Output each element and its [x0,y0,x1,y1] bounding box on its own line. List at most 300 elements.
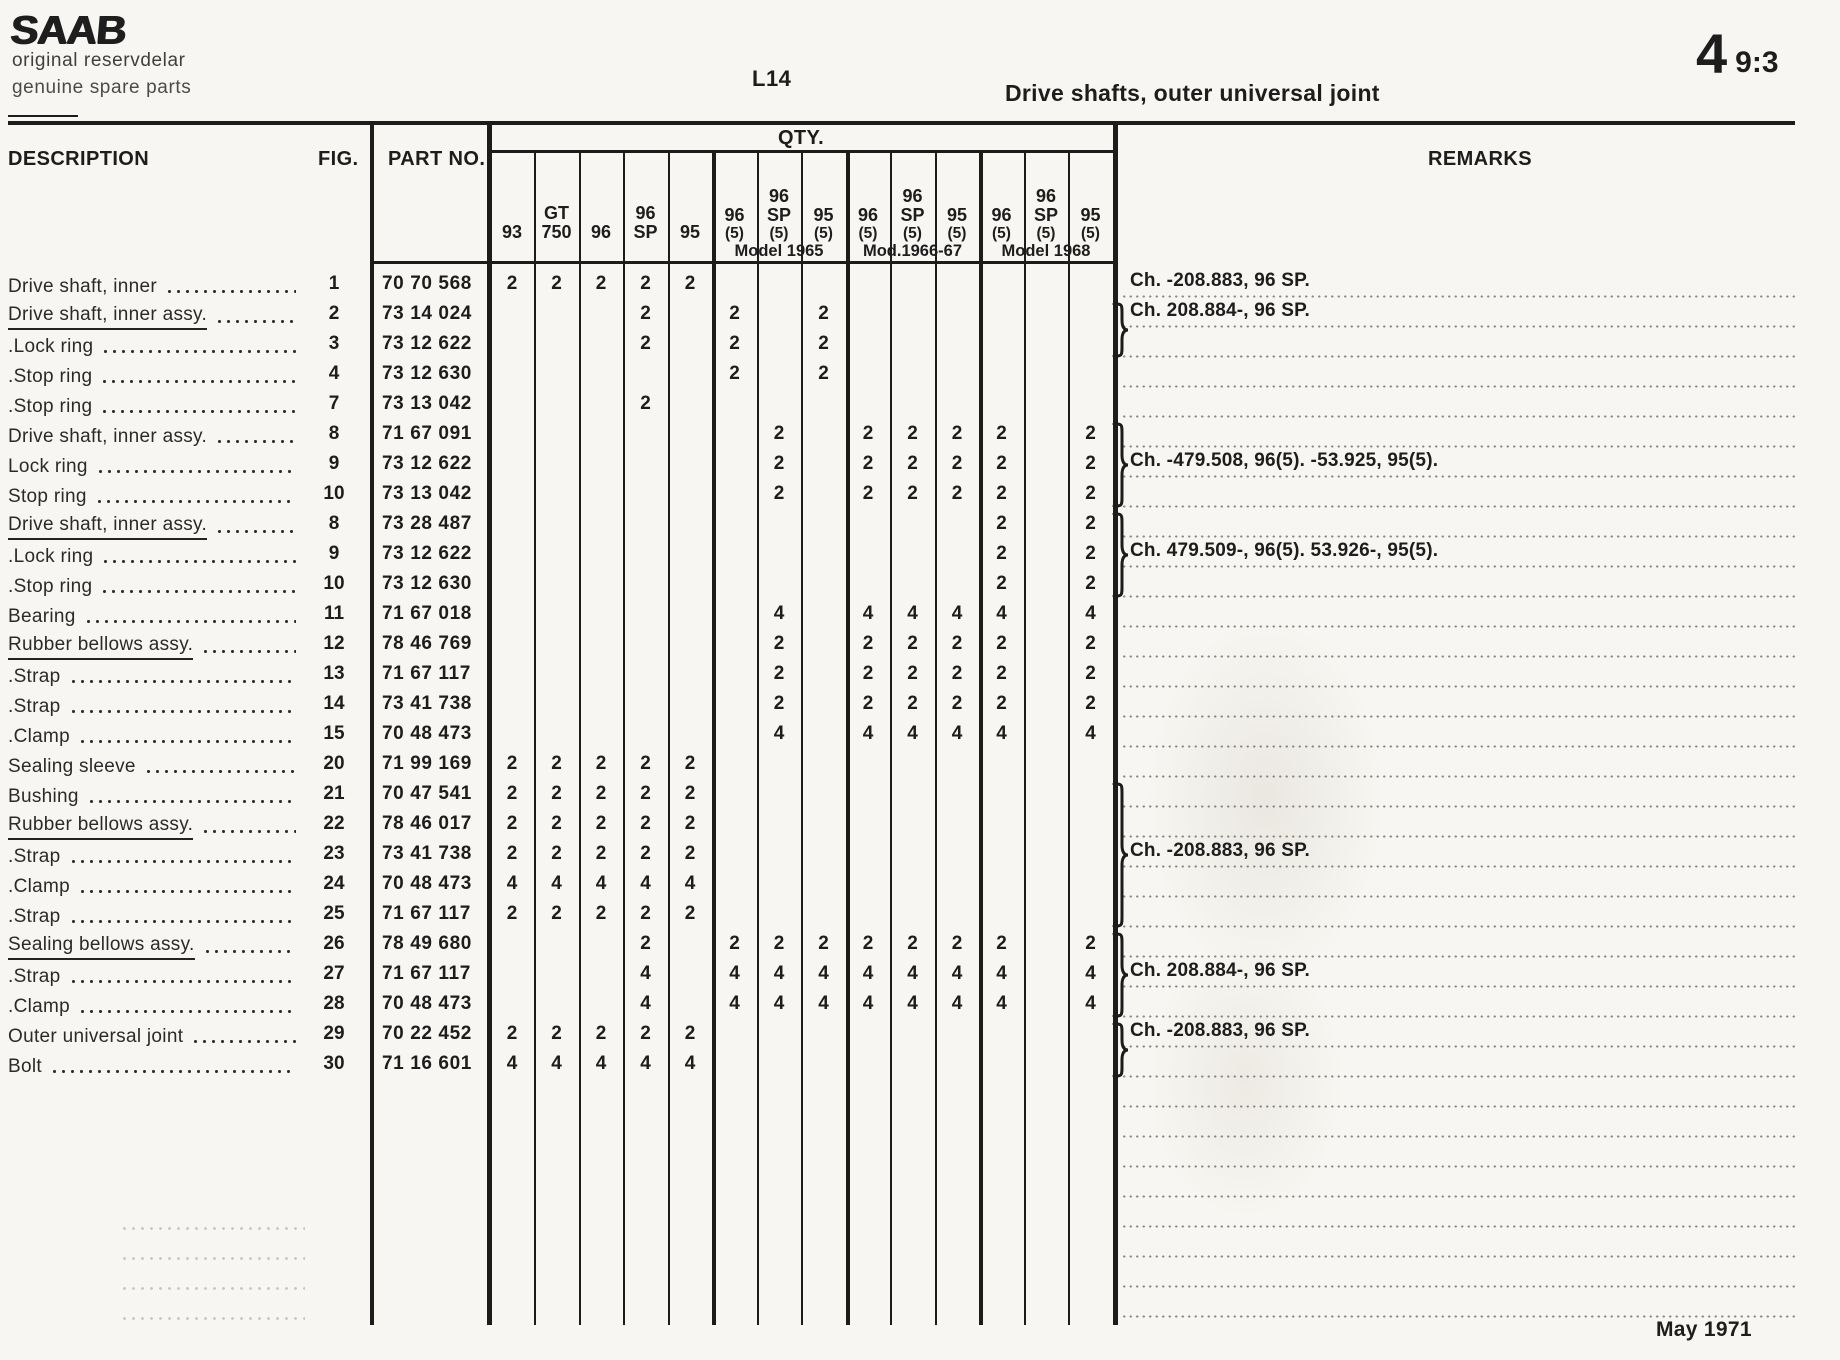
description-text: .Clamp [8,996,70,1017]
remark-text: Ch. -479.508, 96(5). -53.925, 95(5). [1130,450,1439,471]
qty-cell: 4 [951,963,963,984]
fig-cell: 27 [323,963,345,984]
description-dot-leader [69,919,297,924]
qty-column-header-line: 750 [541,222,572,242]
qty-cell: 2 [729,303,740,324]
qty-cell: 4 [862,723,874,744]
part-no-cell: 73 41 738 [382,843,472,864]
qty-cell: 2 [951,693,963,714]
part-no-cell: 73 28 487 [382,513,472,534]
qty-cell: 4 [773,963,785,984]
remark-dot-rule [1121,1165,1795,1168]
qty-cell: 4 [551,1053,562,1074]
remark-dot-rule [1121,625,1795,628]
qty-cell: 4 [907,963,918,984]
qty-cell: 2 [640,393,651,414]
qty-cell: 4 [862,963,874,984]
qty-cell: 2 [773,663,785,684]
qty-cell: 4 [684,873,696,894]
qty-cell: 2 [1085,453,1096,474]
part-no-cell: 73 12 630 [382,573,472,594]
remark-group-brace [1113,422,1129,508]
qty-column-header-line: (5) [947,225,967,242]
description-text: Drive shaft, inner assy. [8,301,207,330]
page-number-small: 9:3 [1735,46,1779,79]
qty-cell: 2 [551,843,562,864]
qty-cell: 2 [595,273,607,294]
description-dot-leader [201,649,296,654]
model-group-label: Model 1968 [1001,242,1091,260]
description-cell [8,390,298,420]
qty-cell: 2 [862,633,874,654]
qty-column-header-line: 93 [501,222,523,242]
qty-cell: 2 [951,423,963,444]
fig-cell: 11 [323,603,345,624]
remark-text: Ch. -208.883, 96 SP. [1130,270,1311,291]
qty-cell: 2 [951,663,963,684]
qty-column-divider [534,153,536,1325]
description-cell [8,540,298,570]
qty-cell: 2 [862,423,874,444]
qty-cell: 2 [595,843,607,864]
remark-group-brace [1113,302,1129,358]
qty-cell: 2 [951,933,963,954]
qty-column-header-line: (5) [725,225,744,242]
fig-cell: 2 [328,303,340,324]
qty-cell: 2 [773,933,785,954]
description-dot-leader [100,379,296,384]
fig-cell: 8 [328,423,340,444]
ghost-dot-leader [120,1286,305,1291]
qty-column-header-line: SP [900,205,925,225]
part-no-cell: 78 46 017 [382,813,472,834]
qty-cell: 2 [1085,663,1096,684]
part-no-cell: 70 22 452 [382,1023,472,1044]
qty-column-header [935,154,979,242]
description-text: .Strap [8,846,61,867]
qty-cell: 4 [1085,723,1096,744]
qty-cell: 4 [818,993,829,1014]
remark-text: Ch. 208.884-, 96 SP. [1130,300,1311,321]
qty-column-header-line: 95 [679,222,701,242]
fig-cell: 12 [323,633,345,654]
qty-cell: 2 [996,663,1007,684]
description-text: Rubber bellows assy. [8,811,193,840]
remark-group-brace [1113,1022,1129,1078]
qty-cell: 2 [1085,633,1096,654]
description-cell [8,300,298,330]
part-no-cell: 71 99 169 [382,753,472,774]
qty-cell: 4 [506,1053,518,1074]
qty-cell: 2 [1085,483,1096,504]
qty-cell: 4 [640,963,651,984]
brand-line-english: genuine spare parts [12,77,192,98]
qty-cell: 2 [551,753,562,774]
remark-group-brace [1113,932,1129,1018]
description-cell [8,330,298,360]
qty-cell: 2 [907,693,918,714]
part-no-cell: 71 67 091 [382,423,472,444]
qty-cell: 4 [818,963,829,984]
qty-column-header-line: 96 [635,203,656,223]
qty-cell: 2 [640,753,651,774]
description-text: .Strap [8,696,61,717]
part-no-cell: 71 16 601 [382,1053,472,1074]
ghost-dot-leader [120,1316,305,1321]
qty-cell: 2 [506,843,518,864]
saab-logo: SAAB [8,7,128,52]
description-cell [8,570,298,600]
qty-cell: 4 [951,993,963,1014]
qty-column-header-line: (5) [814,225,833,242]
description-text: Lock ring [8,456,88,477]
qty-cell: 2 [1085,423,1096,444]
qty-cell: 2 [996,933,1007,954]
qty-column-header [668,154,712,242]
part-no-cell: 70 47 541 [382,783,472,804]
fig-cell: 29 [323,1023,345,1044]
qty-column-header-line: 96 [768,186,790,206]
description-cell [8,510,298,540]
qty-cell: 2 [684,843,696,864]
part-no-cell: 70 48 473 [382,993,472,1014]
qty-cell: 2 [907,633,918,654]
qty-column-divider [579,153,581,1325]
fig-partno-divider [370,122,374,1325]
qty-column-header-line: SP [633,222,658,242]
description-cell [8,990,298,1020]
qty-column-header [890,154,935,242]
qty-column-header [534,154,579,242]
remark-group-brace [1113,512,1129,598]
qty-cell: 2 [862,453,874,474]
part-no-cell: 71 67 117 [382,663,471,684]
qty-cell: 4 [640,873,651,894]
part-no-cell: 73 13 042 [382,393,472,414]
description-text: .Lock ring [8,336,94,357]
description-dot-leader [100,589,296,594]
qty-cell: 4 [640,993,651,1014]
fig-cell: 14 [323,693,345,714]
description-dot-leader [100,409,296,414]
description-cell [8,1020,298,1050]
model-group-label: Mod.1966-67 [862,242,963,260]
qty-column-header-line: (5) [1081,225,1100,242]
qty-cell: 4 [862,603,874,624]
qty-cell: 2 [595,903,607,924]
col-header-part-no: PART NO. [388,148,486,170]
part-no-cell: 78 46 769 [382,633,472,654]
description-cell [8,840,298,870]
description-dot-leader [201,829,296,834]
doc-code: L14 [752,66,792,91]
qty-cell: 4 [773,603,785,624]
qty-cell: 2 [818,303,829,324]
description-dot-leader [78,739,296,744]
remark-dot-rule [1121,505,1795,508]
qty-cell: 2 [595,813,607,834]
qty-cell: 2 [951,453,963,474]
description-text: .Strap [8,966,61,987]
ghost-dot-leader [120,1226,305,1231]
qty-cell: 4 [729,963,740,984]
qty-cell: 2 [595,783,607,804]
qty-cell: 2 [907,453,918,474]
remark-dot-rule [1121,655,1795,658]
qty-cell: 2 [684,783,696,804]
qty-cell: 4 [1085,963,1096,984]
qty-cell: 2 [640,903,651,924]
fig-cell: 30 [323,1053,345,1074]
description-text: .Stop ring [8,366,93,387]
fig-cell: 28 [323,993,345,1014]
part-no-cell: 73 12 630 [382,363,472,384]
partno-qty-divider [487,122,492,1325]
remark-dot-rule [1121,745,1795,748]
description-cell [8,450,298,480]
qty-column-header-line: 96 [724,205,745,225]
qty-column-header [579,154,623,242]
qty-cell: 2 [640,933,651,954]
remark-group-brace [1113,782,1129,928]
part-no-cell: 73 12 622 [382,543,472,564]
qty-cell: 2 [907,423,918,444]
qty-cell: 2 [684,273,696,294]
qty-cell: 2 [862,663,874,684]
description-cell [8,810,298,840]
description-cell [8,420,298,450]
qty-column-header [757,154,801,242]
description-text: .Stop ring [8,396,93,417]
footer-date: May 1971 [1656,1318,1752,1341]
qty-column-header-line: SP [766,205,791,225]
qty-cell: 2 [996,423,1007,444]
qty-cell: 4 [595,873,607,894]
description-cell [8,900,298,930]
description-cell [8,780,298,810]
remark-dot-rule [1121,1075,1795,1078]
qty-cell: 2 [862,483,874,504]
remark-dot-rule [1121,355,1795,358]
col-header-description: DESCRIPTION [8,148,150,170]
qty-cell: 4 [640,1053,651,1074]
fig-cell: 24 [323,873,345,894]
fig-cell: 7 [328,393,340,414]
description-dot-leader [101,559,296,564]
part-no-cell: 70 48 473 [382,873,472,894]
remark-text: Ch. -208.883, 96 SP. [1130,1020,1311,1041]
description-text: Sealing sleeve [8,756,136,777]
qty-cell: 2 [773,633,785,654]
description-dot-leader [50,1069,296,1074]
description-dot-leader [96,469,296,474]
description-text: .Stop ring [8,576,93,597]
fig-cell: 1 [328,273,340,294]
header-bottom-rule [370,261,1118,264]
brand-line-swedish: original reservdelar [12,50,186,71]
description-dot-leader [144,769,296,774]
qty-cell: 2 [684,903,696,924]
qty-cell: 2 [996,453,1007,474]
qty-cell: 2 [996,573,1007,594]
qty-cell: 4 [729,993,740,1014]
qty-column-header-line: 96 [902,186,923,206]
part-no-cell: 70 48 473 [382,723,472,744]
qty-cell: 2 [862,933,874,954]
qty-cell: 2 [640,1023,651,1044]
fig-cell: 9 [328,453,340,474]
part-no-cell: 70 70 568 [382,273,472,294]
description-dot-leader [215,319,296,324]
qty-column-header-line: (5) [903,225,922,242]
qty-column-header [979,154,1024,242]
qty-cell: 4 [907,723,918,744]
qty-cell: 2 [996,513,1007,534]
qty-cell: 4 [773,993,785,1014]
description-text: Bolt [8,1056,42,1077]
qty-column-header-line: 95 [946,205,968,225]
description-text: Drive shaft, inner [8,276,158,297]
part-no-cell: 71 67 117 [382,963,471,984]
qty-column-header-line: (5) [858,225,878,242]
qty-column-header-line: 95 [813,205,834,225]
description-cell [8,690,298,720]
description-cell [8,870,298,900]
description-cell [8,930,298,960]
qty-cell: 2 [595,753,607,774]
description-dot-leader [78,1009,296,1014]
qty-cell: 4 [907,993,918,1014]
qty-column-header-line: SP [1033,205,1058,225]
qty-column-divider [668,153,670,1325]
description-dot-leader [215,439,296,444]
qty-column-header [801,154,846,242]
remark-dot-rule [1121,1255,1795,1258]
ghost-dot-leader [120,1256,305,1261]
remark-dot-rule [1121,775,1795,778]
qty-cell: 2 [862,693,874,714]
description-dot-leader [203,949,296,954]
fig-cell: 26 [323,933,345,954]
remark-text: Ch. 208.884-, 96 SP. [1130,960,1311,981]
qty-cell: 4 [506,873,518,894]
fig-cell: 3 [328,333,340,354]
qty-cell: 2 [773,453,785,474]
qty-cell: 2 [595,1023,607,1044]
remark-text: Ch. -208.883, 96 SP. [1130,840,1311,861]
qty-cell: 2 [907,933,918,954]
qty-column-header [1024,154,1068,242]
description-text: Drive shaft, inner assy. [8,426,208,447]
remark-text: Ch. 479.509-, 96(5). 53.926-, 95(5). [1130,540,1439,561]
description-text: Sealing bellows assy. [8,931,195,960]
page-number-big: 4 [1696,22,1728,85]
fig-cell: 13 [323,663,345,684]
description-dot-leader [87,799,296,804]
qty-cell: 2 [818,333,829,354]
part-no-cell: 73 12 622 [382,333,472,354]
fig-cell: 10 [323,483,345,504]
description-cell [8,660,298,690]
part-no-cell: 78 49 680 [382,933,472,954]
qty-cell: 2 [996,483,1007,504]
qty-cell: 2 [1085,693,1096,714]
qty-column-header-line: GT [544,203,569,223]
qty-cell: 4 [551,873,562,894]
qty-cell: 4 [996,993,1007,1014]
qty-cell: 2 [773,423,785,444]
qty-cell: 2 [640,783,651,804]
qty-cell: 2 [951,633,963,654]
fig-cell: 25 [323,903,345,924]
qty-column-header [1068,154,1113,242]
remark-dot-rule [1121,715,1795,718]
fig-cell: 4 [328,363,340,384]
qty-cell: 4 [907,603,918,624]
qty-cell: 4 [1085,603,1096,624]
qty-column-header-line: (5) [992,225,1011,242]
qty-cell: 2 [907,663,918,684]
part-no-cell: 73 13 042 [382,483,472,504]
fig-cell: 22 [323,813,345,834]
qty-cell: 4 [951,603,963,624]
qty-cell: 2 [551,813,562,834]
part-no-cell: 71 67 117 [382,903,471,924]
description-cell [8,960,298,990]
description-text: Bushing [8,786,79,807]
qty-cell: 2 [506,783,518,804]
fig-cell: 20 [323,753,345,774]
qty-cell: 2 [729,363,740,384]
description-text: Outer universal joint [8,1026,184,1047]
remark-dot-rule [1121,805,1795,808]
fig-cell: 10 [323,573,345,594]
fig-cell: 23 [323,843,345,864]
qty-cell: 2 [640,333,651,354]
description-cell [8,630,298,660]
description-dot-leader [215,529,296,534]
col-header-remarks: REMARKS [1428,148,1532,170]
qty-column-divider [1024,153,1026,1325]
qty-cell: 4 [951,723,963,744]
qty-cell: 4 [862,993,874,1014]
qty-column-header [490,154,534,242]
fig-cell: 9 [328,543,340,564]
remark-dot-rule [1121,385,1795,388]
col-header-qty: QTY. [777,127,825,149]
description-dot-leader [101,349,296,354]
qty-cell: 2 [551,903,562,924]
description-text: Drive shaft, inner assy. [8,511,207,540]
description-cell [8,600,298,630]
remark-dot-rule [1121,1195,1795,1198]
qty-column-header-line: (5) [1036,225,1056,242]
remark-dot-rule [1121,1225,1795,1228]
description-cell [8,270,298,300]
part-no-cell: 73 14 024 [382,303,472,324]
qty-cell: 2 [1085,933,1096,954]
qty-column-header-line: (5) [769,225,789,242]
col-header-fig: FIG. [318,148,359,170]
qty-cell: 2 [551,273,562,294]
fig-cell: 21 [323,783,345,804]
description-cell [8,1050,298,1080]
remark-dot-rule [1121,1285,1795,1288]
qty-cell: 4 [684,1053,696,1074]
qty-cell: 2 [1085,543,1096,564]
qty-column-header [623,154,668,242]
description-dot-leader [69,859,297,864]
